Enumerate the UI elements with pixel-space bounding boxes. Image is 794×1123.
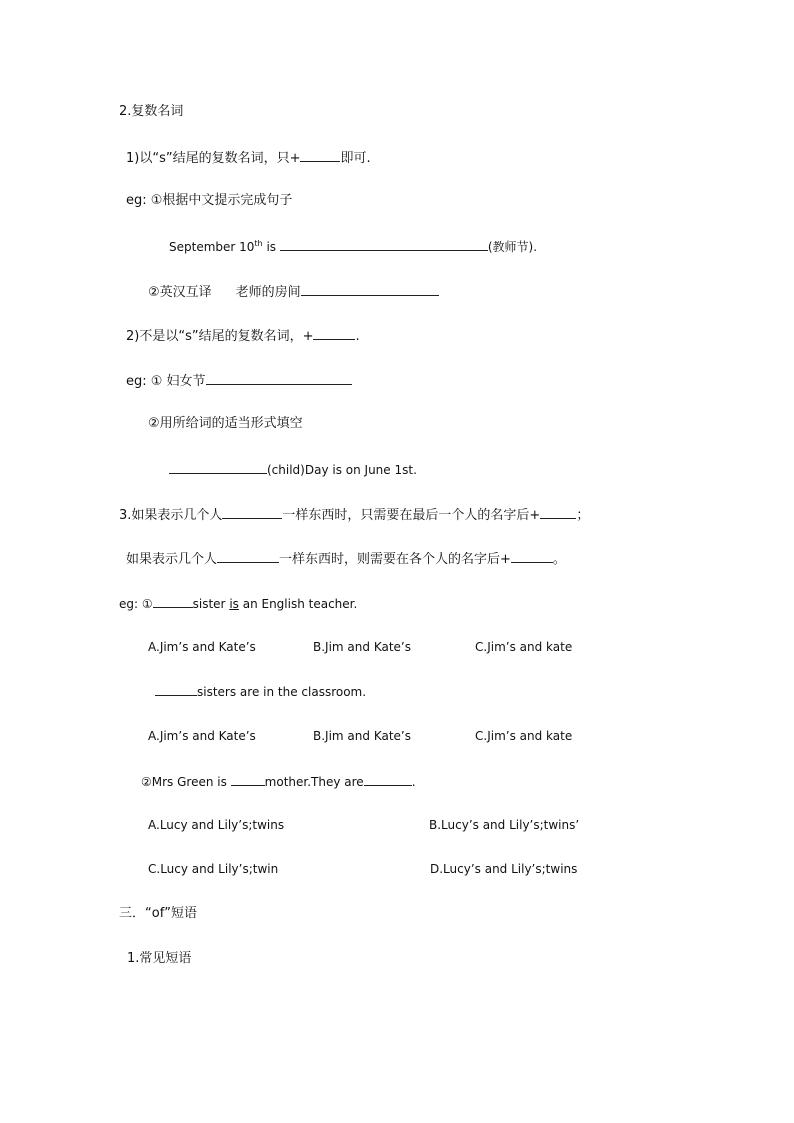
question-2 bbox=[155, 682, 366, 701]
q1-option-b[interactable]: B.Jim and Kate’s bbox=[313, 640, 411, 654]
example-1-sentence bbox=[169, 237, 537, 256]
rule-3-a: 3.如果表示几个人 bbox=[119, 508, 223, 523]
q3-option-b[interactable]: B.Lucy’s and Lily’s;twins’ bbox=[429, 818, 580, 832]
question-1-end: an English teacher. bbox=[238, 597, 358, 611]
q1-option-c[interactable]: C.Jim’s and kate bbox=[475, 640, 573, 654]
rule-2-text: 2)不是以“s”结尾的复数名词，+ bbox=[126, 329, 314, 344]
section-3-subtitle: 1.常见短语 bbox=[127, 951, 192, 966]
ordinal-suffix: th bbox=[254, 239, 263, 248]
question-1-sister: sister bbox=[192, 597, 230, 611]
sentence-text: (child)Day is on June 1st. bbox=[267, 463, 417, 477]
blank[interactable] bbox=[540, 505, 576, 519]
example-2-sentence bbox=[169, 460, 417, 479]
question-1 bbox=[119, 594, 357, 613]
rule-2-end: . bbox=[355, 329, 360, 344]
question-3 bbox=[141, 772, 416, 791]
blank[interactable] bbox=[313, 326, 355, 340]
sentence-is: is bbox=[262, 240, 280, 254]
blank[interactable] bbox=[280, 237, 488, 251]
sentence-start: September 10 bbox=[169, 240, 255, 254]
blank[interactable] bbox=[155, 682, 197, 696]
example-1-translate bbox=[148, 282, 439, 302]
q2-option-a[interactable]: A.Jim’s and Kate’s bbox=[148, 729, 256, 743]
q2-option-b[interactable]: B.Jim and Kate’s bbox=[313, 729, 411, 743]
q3-option-c[interactable]: C.Lucy and Lily’s;twin bbox=[148, 862, 279, 876]
rule-1 bbox=[126, 148, 371, 168]
translate-phrase: 老师的房间 bbox=[235, 285, 301, 300]
blank[interactable] bbox=[222, 505, 282, 519]
q1-option-a[interactable]: A.Jim’s and Kate’s bbox=[148, 640, 256, 654]
section-2-title: 2.复数名词 bbox=[119, 104, 184, 119]
section-3-title: 三．“of”短语 bbox=[119, 906, 198, 921]
blank[interactable] bbox=[169, 460, 267, 474]
rule-1-text: 1)以“s”结尾的复数名词，只+ bbox=[126, 151, 301, 166]
blank[interactable] bbox=[217, 549, 279, 563]
rule-3-b: 一样东西时，只需要在最后一个人的名字后+ bbox=[282, 508, 541, 523]
rule-3-e: 一样东西时，则需要在各个人的名字后+ bbox=[279, 552, 511, 567]
blank[interactable] bbox=[206, 371, 352, 385]
blank[interactable] bbox=[300, 148, 340, 162]
rule-1-end: 即可. bbox=[340, 151, 371, 166]
blank[interactable] bbox=[364, 772, 412, 786]
example-2-label bbox=[126, 371, 352, 391]
q3-option-d[interactable]: D.Lucy’s and Lily’s;twins bbox=[430, 862, 578, 876]
sentence-hint: (教师节). bbox=[487, 240, 538, 254]
rule-3-d: 如果表示几个人 bbox=[126, 552, 218, 567]
blank[interactable] bbox=[301, 282, 439, 296]
q2-option-c[interactable]: C.Jim’s and kate bbox=[475, 729, 573, 743]
example-2-fill-label: ②用所给词的适当形式填空 bbox=[148, 416, 303, 431]
rule-3-f: 。 bbox=[552, 552, 566, 567]
underlined-is: is bbox=[229, 597, 239, 611]
question-1-label: eg: ① bbox=[119, 597, 153, 611]
q3-option-a[interactable]: A.Lucy and Lily’s;twins bbox=[148, 818, 285, 832]
translate-label: ②英汉互译 bbox=[148, 285, 212, 300]
blank[interactable] bbox=[231, 772, 265, 786]
question-3-c: . bbox=[411, 775, 416, 789]
rule-3-line-2 bbox=[126, 549, 566, 569]
blank[interactable] bbox=[511, 549, 553, 563]
question-3-b: mother.They are bbox=[264, 775, 364, 789]
rule-3-c: ； bbox=[576, 508, 590, 523]
question-3-a: ②Mrs Green is bbox=[141, 775, 231, 789]
example-2-text: eg: ① 妇女节 bbox=[126, 374, 206, 389]
rule-3-line-1 bbox=[119, 505, 589, 525]
rule-2 bbox=[126, 326, 360, 346]
question-2-text: sisters are in the classroom. bbox=[197, 685, 367, 699]
example-1-label: eg: ①根据中文提示完成句子 bbox=[126, 193, 293, 208]
blank[interactable] bbox=[153, 594, 193, 608]
